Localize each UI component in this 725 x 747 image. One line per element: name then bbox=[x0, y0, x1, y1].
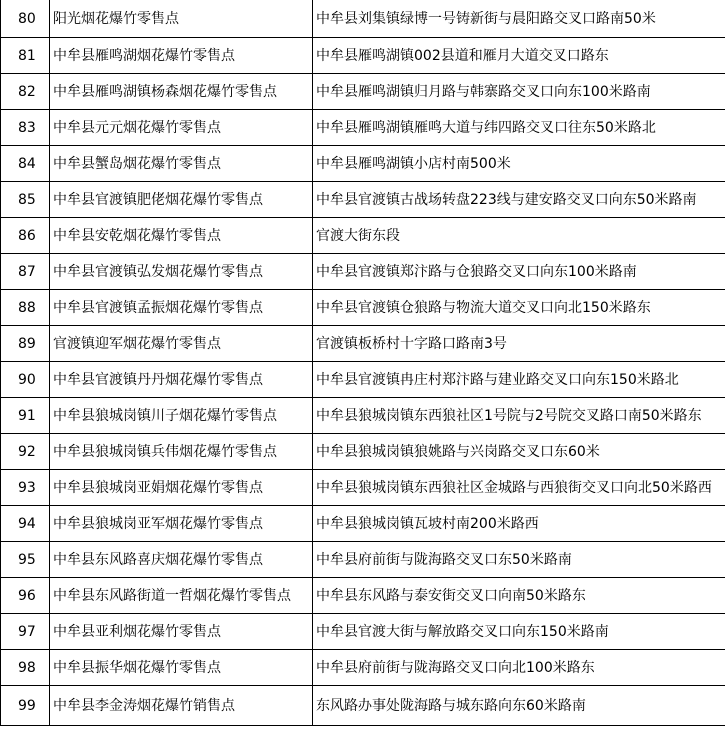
store-name: 中牟县狼城岗镇兵伟烟花爆竹零售点 bbox=[50, 434, 313, 470]
store-address: 中牟县狼城岗镇东西狼社区1号院与2号院交叉路口南50米路东 bbox=[313, 398, 725, 434]
table-row bbox=[1, 614, 725, 650]
row-number: 86 bbox=[1, 218, 50, 254]
row-number: 80 bbox=[1, 0, 50, 38]
row-number: 87 bbox=[1, 254, 50, 290]
store-name: 中牟县东风路街道一哲烟花爆竹零售点 bbox=[50, 578, 313, 614]
table-row bbox=[1, 290, 725, 326]
table-row bbox=[1, 38, 725, 74]
row-number: 98 bbox=[1, 650, 50, 686]
store-address: 中牟县官渡镇冉庄村郑汴路与建业路交叉口向东150米路北 bbox=[313, 362, 725, 398]
store-address: 中牟县官渡镇古战场转盘223线与建安路交叉口向东50米路南 bbox=[313, 182, 725, 218]
table-row bbox=[1, 362, 725, 398]
store-address: 中牟县官渡镇仓狼路与物流大道交叉口向北150米路东 bbox=[313, 290, 725, 326]
store-name: 中牟县元元烟花爆竹零售点 bbox=[50, 110, 313, 146]
row-number: 84 bbox=[1, 146, 50, 182]
store-name: 中牟县雁鸣湖烟花爆竹零售点 bbox=[50, 38, 313, 74]
table-row bbox=[1, 398, 725, 434]
store-address: 中牟县东风路与泰安街交叉口向南50米路东 bbox=[313, 578, 725, 614]
store-address: 中牟县官渡镇郑汴路与仓狼路交叉口向东100米路南 bbox=[313, 254, 725, 290]
store-name: 中牟县狼城岗亚娟烟花爆竹零售点 bbox=[50, 470, 313, 506]
store-name: 官渡镇迎军烟花爆竹零售点 bbox=[50, 326, 313, 362]
table-row bbox=[1, 182, 725, 218]
row-number: 96 bbox=[1, 578, 50, 614]
table-row bbox=[1, 470, 725, 506]
row-number: 83 bbox=[1, 110, 50, 146]
table-row bbox=[1, 686, 725, 726]
table-row bbox=[1, 650, 725, 686]
store-address: 中牟县刘集镇绿博一号铸新街与晨阳路交叉口路南50米 bbox=[313, 0, 725, 38]
table-row bbox=[1, 74, 725, 110]
store-address: 东风路办事处陇海路与城东路向东60米路南 bbox=[313, 686, 725, 726]
table-row bbox=[1, 146, 725, 182]
store-address: 官渡大街东段 bbox=[313, 218, 725, 254]
store-address: 官渡镇板桥村十字路口路南3号 bbox=[313, 326, 725, 362]
store-name: 中牟县官渡镇弘发烟花爆竹零售点 bbox=[50, 254, 313, 290]
store-name: 中牟县官渡镇丹丹烟花爆竹零售点 bbox=[50, 362, 313, 398]
row-number: 85 bbox=[1, 182, 50, 218]
store-address: 中牟县雁鸣湖镇归月路与韩寨路交叉口向东100米路南 bbox=[313, 74, 725, 110]
store-address: 中牟县府前街与陇海路交叉口向北100米路东 bbox=[313, 650, 725, 686]
store-name: 中牟县狼城岗镇川子烟花爆竹零售点 bbox=[50, 398, 313, 434]
row-number: 90 bbox=[1, 362, 50, 398]
row-number: 94 bbox=[1, 506, 50, 542]
store-address: 中牟县狼城岗镇东西狼社区金城路与西狼街交叉口向北50米路西 bbox=[313, 470, 725, 506]
store-address: 中牟县雁鸣湖镇小店村南500米 bbox=[313, 146, 725, 182]
store-name: 中牟县官渡镇肥佬烟花爆竹零售点 bbox=[50, 182, 313, 218]
store-address: 中牟县雁鸣湖镇雁鸣大道与纬四路交叉口往东50米路北 bbox=[313, 110, 725, 146]
store-address: 中牟县狼城岗镇狼姚路与兴岗路交叉口东60米 bbox=[313, 434, 725, 470]
table-row bbox=[1, 0, 725, 38]
store-name: 中牟县狼城岗亚军烟花爆竹零售点 bbox=[50, 506, 313, 542]
row-number: 92 bbox=[1, 434, 50, 470]
store-name: 中牟县雁鸣湖镇杨森烟花爆竹零售点 bbox=[50, 74, 313, 110]
store-name: 中牟县亚利烟花爆竹零售点 bbox=[50, 614, 313, 650]
store-name: 中牟县振华烟花爆竹零售点 bbox=[50, 650, 313, 686]
row-number: 99 bbox=[1, 686, 50, 726]
store-name: 中牟县官渡镇孟振烟花爆竹零售点 bbox=[50, 290, 313, 326]
store-name: 中牟县东风路喜庆烟花爆竹零售点 bbox=[50, 542, 313, 578]
store-address: 中牟县狼城岗镇瓦坡村南200米路西 bbox=[313, 506, 725, 542]
store-address: 中牟县官渡大街与解放路交叉口向东150米路南 bbox=[313, 614, 725, 650]
table-row bbox=[1, 110, 725, 146]
table-row bbox=[1, 578, 725, 614]
table-row bbox=[1, 506, 725, 542]
row-number: 97 bbox=[1, 614, 50, 650]
row-number: 93 bbox=[1, 470, 50, 506]
row-number: 81 bbox=[1, 38, 50, 74]
row-number: 88 bbox=[1, 290, 50, 326]
table-row bbox=[1, 542, 725, 578]
store-address: 中牟县府前街与陇海路交叉口东50米路南 bbox=[313, 542, 725, 578]
store-name: 阳光烟花爆竹零售点 bbox=[50, 0, 313, 38]
store-address: 中牟县雁鸣湖镇002县道和雁月大道交叉口路东 bbox=[313, 38, 725, 74]
row-number: 95 bbox=[1, 542, 50, 578]
table-row bbox=[1, 326, 725, 362]
table-row bbox=[1, 434, 725, 470]
store-name: 中牟县安乾烟花爆竹零售点 bbox=[50, 218, 313, 254]
row-number: 91 bbox=[1, 398, 50, 434]
row-number: 89 bbox=[1, 326, 50, 362]
row-number: 82 bbox=[1, 74, 50, 110]
table-row bbox=[1, 218, 725, 254]
store-name: 中牟县李金涛烟花爆竹销售点 bbox=[50, 686, 313, 726]
table-row bbox=[1, 254, 725, 290]
store-name: 中牟县蟹岛烟花爆竹零售点 bbox=[50, 146, 313, 182]
